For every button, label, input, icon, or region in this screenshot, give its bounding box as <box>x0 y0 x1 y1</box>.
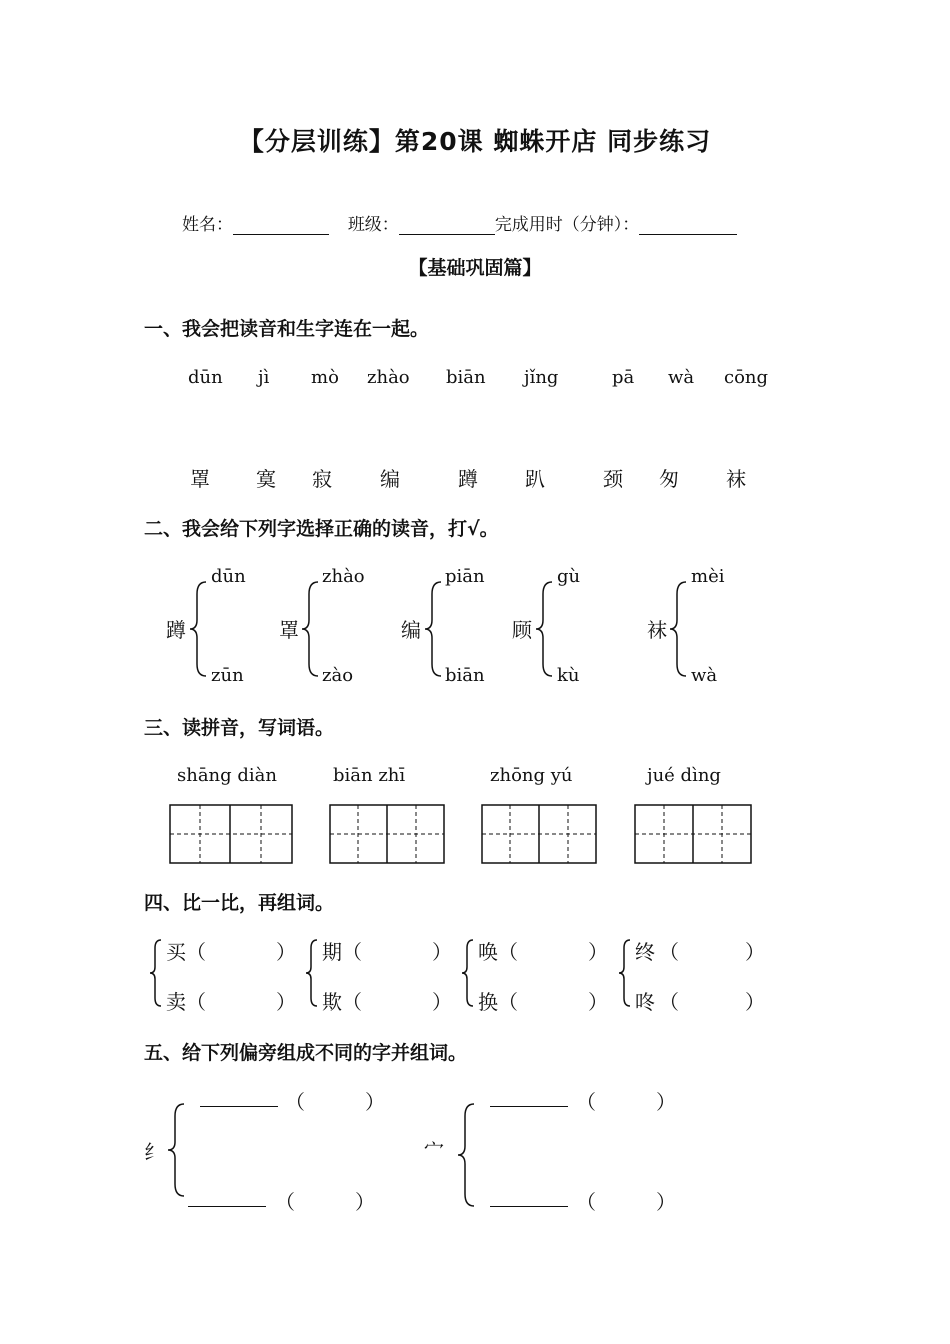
q5-open-paren: （ <box>576 1090 596 1114</box>
section-1-heading: 一、我会把读音和生字连在一起。 <box>144 318 430 340</box>
q1-char-0: 罩 <box>190 467 210 491</box>
q4-bottom-char-1: 欺 <box>322 990 342 1014</box>
brace-icon <box>148 938 164 1008</box>
class-blank[interactable] <box>399 216 495 235</box>
q1-pinyin-0: dūn <box>188 367 223 388</box>
q1-char-7: 匆 <box>659 467 679 491</box>
q4-bottom-char-0: 卖 <box>166 990 186 1014</box>
q4-open-paren: （ <box>659 990 679 1014</box>
brace-icon <box>166 1102 188 1198</box>
q2-bottom-1[interactable]: zào <box>322 665 354 686</box>
q4-open-paren: （ <box>342 990 362 1014</box>
q1-char-2: 寂 <box>312 467 332 491</box>
class-label: 班级： <box>347 215 399 235</box>
q4-open-paren: （ <box>498 990 518 1014</box>
q4-close-paren[interactable]: ） <box>745 940 765 964</box>
q1-pinyin-5: jǐng <box>524 367 559 388</box>
q1-pinyin-3: zhào <box>367 367 410 388</box>
q4-close-paren[interactable]: ） <box>588 940 608 964</box>
q5-open-paren: （ <box>275 1190 295 1214</box>
q5-open-paren: （ <box>285 1090 305 1114</box>
q5-radical-1: 宀 <box>424 1138 444 1162</box>
q4-close-paren[interactable]: ） <box>432 990 452 1014</box>
q4-top-char-3: 终 <box>635 940 655 964</box>
q5-blank-row[interactable] <box>490 1190 568 1211</box>
q4-open-paren: （ <box>659 940 679 964</box>
page-title: 【分层训练】第20课 蜘蛛开店 同步练习 <box>238 127 712 156</box>
q3-pinyin-2: zhōng yú <box>490 765 573 786</box>
q2-bottom-3[interactable]: kù <box>557 665 580 686</box>
q2-top-2[interactable]: piān <box>445 566 485 587</box>
q2-top-3[interactable]: gù <box>557 566 581 587</box>
q5-close-paren[interactable]: ） <box>656 1190 676 1214</box>
q2-bottom-4[interactable]: wà <box>691 665 718 686</box>
q3-pinyin-3: jué dìng <box>647 765 721 786</box>
writing-grid[interactable] <box>329 804 445 864</box>
q1-char-1: 寞 <box>256 467 276 491</box>
q5-radical-0: 纟 <box>144 1140 164 1164</box>
writing-grid[interactable] <box>481 804 597 864</box>
q5-close-paren[interactable]: ） <box>656 1090 676 1114</box>
info-line <box>182 210 737 235</box>
writing-grid[interactable] <box>169 804 293 864</box>
q4-open-paren: （ <box>186 940 206 964</box>
q4-open-paren: （ <box>186 990 206 1014</box>
brace-icon <box>534 580 556 678</box>
section-4-heading: 四、比一比，再组词。 <box>144 892 335 914</box>
writing-grid[interactable] <box>634 804 752 864</box>
brace-icon <box>668 580 690 678</box>
q5-close-paren[interactable]: ） <box>355 1190 375 1214</box>
q4-bottom-char-2: 换 <box>478 990 498 1014</box>
brace-icon <box>304 938 320 1008</box>
q4-top-char-1: 期 <box>322 940 342 964</box>
q2-top-0[interactable]: dūn <box>211 566 246 587</box>
q5-open-paren: （ <box>576 1190 596 1214</box>
q1-pinyin-6: pā <box>612 367 635 388</box>
brace-icon <box>423 580 445 678</box>
brace-icon <box>617 938 633 1008</box>
q1-pinyin-1: jì <box>258 367 270 388</box>
q4-open-paren: （ <box>498 940 518 964</box>
q2-bottom-0[interactable]: zūn <box>211 665 244 686</box>
q4-top-char-0: 买 <box>166 940 186 964</box>
q4-close-paren[interactable]: ） <box>432 940 452 964</box>
brace-icon <box>456 1102 478 1208</box>
q4-close-paren[interactable]: ） <box>276 940 296 964</box>
q3-pinyin-0: shāng diàn <box>177 765 278 786</box>
q4-close-paren[interactable]: ） <box>745 990 765 1014</box>
q2-char-1: 罩 <box>279 618 299 642</box>
q2-char-3: 顾 <box>512 618 532 642</box>
section-3-heading: 三、读拼音，写词语。 <box>144 717 335 739</box>
section-subtitle: 【基础巩固篇】 <box>408 257 542 279</box>
brace-icon <box>300 580 322 678</box>
q5-blank-row[interactable] <box>200 1090 278 1111</box>
q4-bottom-char-3: 咚 <box>635 990 655 1014</box>
q5-blank-row[interactable] <box>188 1190 266 1211</box>
section-5-heading: 五、给下列偏旁组成不同的字并组词。 <box>144 1042 468 1064</box>
section-2-heading: 二、我会给下列字选择正确的读音，打√。 <box>144 518 499 540</box>
name-label: 姓名： <box>182 215 233 235</box>
time-label: 完成用时（分钟）： <box>494 215 640 235</box>
q4-close-paren[interactable]: ） <box>588 990 608 1014</box>
brace-icon <box>460 938 476 1008</box>
q1-char-5: 趴 <box>525 467 545 491</box>
q2-top-4[interactable]: mèi <box>691 566 725 587</box>
q1-char-4: 蹲 <box>458 467 478 491</box>
q2-char-2: 编 <box>401 618 421 642</box>
q2-char-4: 袜 <box>647 618 667 642</box>
q2-bottom-2[interactable]: biān <box>445 665 485 686</box>
q1-char-8: 袜 <box>726 467 746 491</box>
q4-close-paren[interactable]: ） <box>276 990 296 1014</box>
q4-top-char-2: 唤 <box>478 940 498 964</box>
q5-blank-row[interactable] <box>490 1090 568 1111</box>
q1-pinyin-8: cōng <box>724 367 769 388</box>
q1-char-3: 编 <box>380 467 400 491</box>
q4-open-paren: （ <box>342 940 362 964</box>
q1-pinyin-7: wà <box>668 367 695 388</box>
q1-pinyin-2: mò <box>311 367 339 388</box>
q3-pinyin-1: biān zhī <box>333 765 406 786</box>
time-blank[interactable] <box>639 216 737 235</box>
q1-char-6: 颈 <box>603 467 623 491</box>
q2-top-1[interactable]: zhào <box>322 566 365 587</box>
name-blank[interactable] <box>233 216 329 235</box>
q5-close-paren[interactable]: ） <box>365 1090 385 1114</box>
q2-char-0: 蹲 <box>166 618 186 642</box>
q1-pinyin-4: biān <box>446 367 486 388</box>
brace-icon <box>188 580 210 678</box>
